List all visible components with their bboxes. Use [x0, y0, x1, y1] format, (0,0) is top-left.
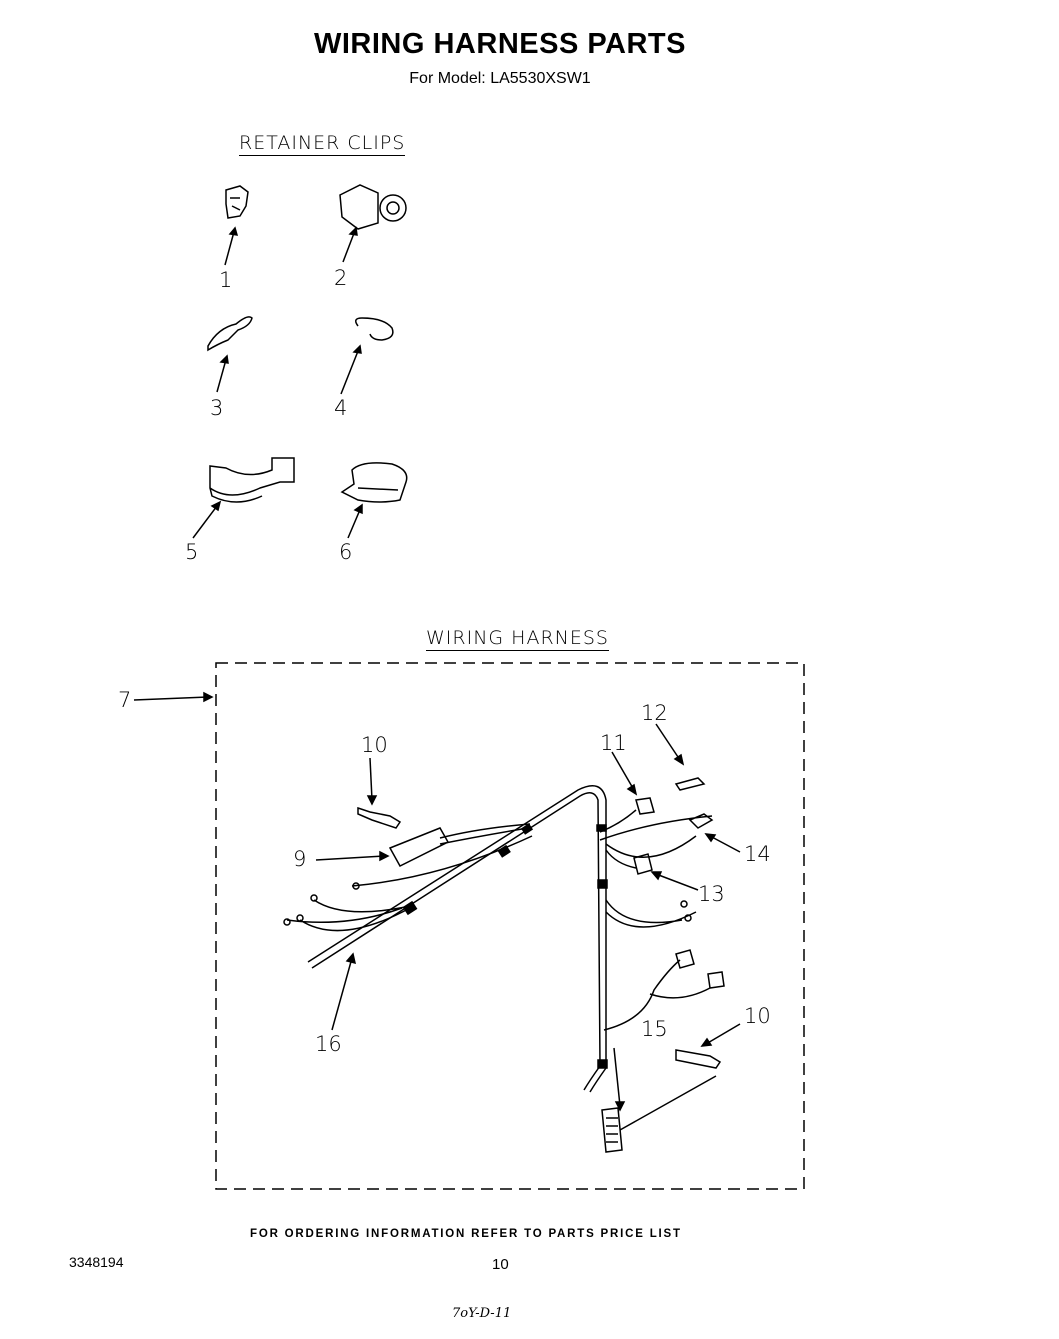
leader-7	[134, 693, 212, 701]
callout-12: 12	[641, 701, 668, 725]
callout-11: 11	[600, 731, 627, 755]
clip-3-drawing	[208, 317, 252, 392]
clip-1-drawing	[225, 186, 248, 265]
clip-5-drawing	[193, 458, 294, 538]
callout-10-top: 10	[361, 733, 388, 757]
document-number: 3348194	[69, 1254, 124, 1270]
callout-7: 7	[118, 688, 132, 712]
clip-4-drawing	[341, 318, 393, 394]
callout-4: 4	[334, 396, 348, 420]
callout-5: 5	[185, 540, 199, 564]
clip-6-drawing	[342, 463, 407, 538]
harness-boundary	[216, 663, 804, 1189]
callout-3: 3	[210, 396, 224, 420]
callout-6: 6	[339, 540, 353, 564]
page-number: 10	[492, 1256, 509, 1273]
callout-2: 2	[334, 266, 348, 290]
page-title: WIRING HARNESS PARTS	[314, 28, 686, 60]
callout-9: 9	[293, 847, 307, 871]
clip-2-drawing	[340, 185, 406, 262]
ordering-note: FOR ORDERING INFORMATION REFER TO PARTS PRICE LIST	[250, 1228, 682, 1240]
model-subtitle: For Model: LA5530XSW1	[409, 70, 591, 87]
callout-10-bottom: 10	[744, 1004, 771, 1028]
callout-16: 16	[315, 1032, 342, 1056]
callout-13: 13	[698, 882, 725, 906]
callout-14: 14	[744, 842, 771, 866]
handwritten-code: 7oY-D-11	[452, 1306, 512, 1321]
callout-15: 15	[641, 1017, 668, 1041]
section-heading-retainer-clips: RETAINER CLIPS	[239, 132, 406, 154]
section-heading-wiring-harness: WIRING HARNESS	[426, 627, 609, 649]
callout-1: 1	[219, 268, 233, 292]
